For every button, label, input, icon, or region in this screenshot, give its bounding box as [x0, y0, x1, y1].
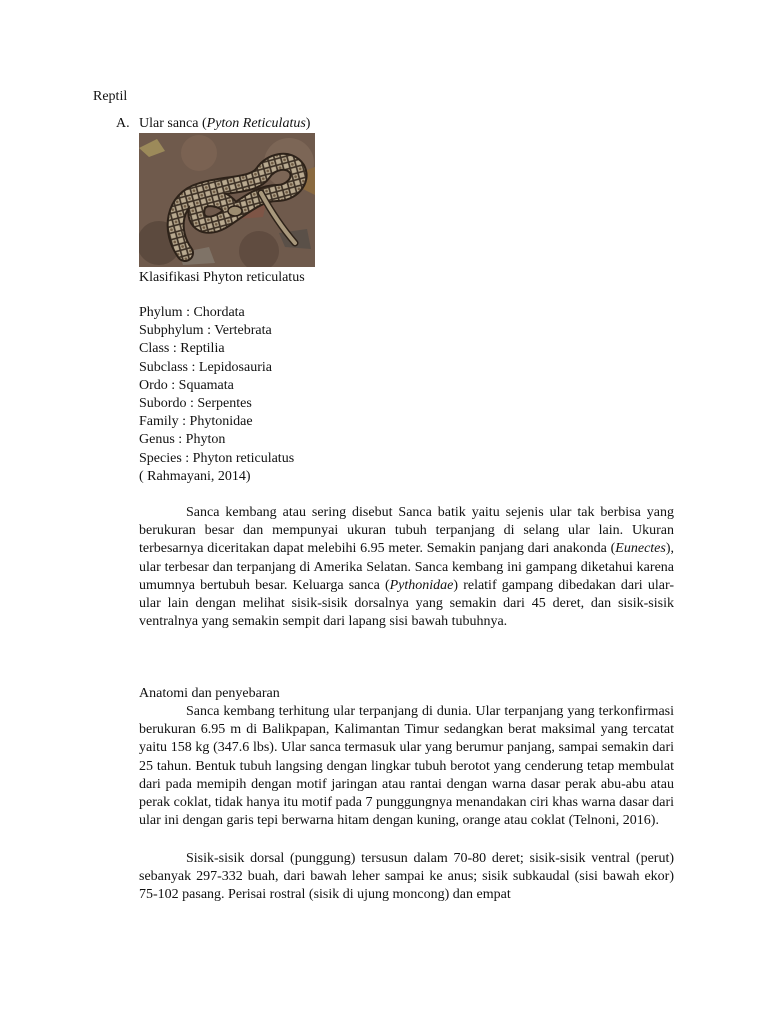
- para1-text-a: Sanca kembang atau sering disebut Sanca batik yaitu sejenis ular tak berbisa yang berukuran besar dan mempunyai ukuran tubuh terpanjang di selang ular lain. Ukuran terbesarnya diceritakan dapat melebihi 6.95 meter. Semakin panjang dari anakonda (: [139, 505, 674, 557]
- taxonomy-species: Species : Phyton reticulatus: [139, 450, 295, 466]
- paragraph-description: [139, 504, 674, 631]
- section-title: [139, 115, 310, 133]
- taxonomy-ordo: Ordo : Squamata: [139, 377, 234, 393]
- para1-text-c: ) relatif gampang dibedakan dari ular-ular lain dengan melihat sisik-sisik dorsalnya yang semakin dari 45 deret, dan sisik-sisik ventralnya yang semakin sempit dari lapang sisi bawah tubuhnya.: [139, 577, 674, 630]
- taxonomy-family: Family : Phytonidae: [139, 414, 253, 430]
- anatomy-heading: Anatomi dan penyebaran: [139, 686, 280, 701]
- section-title-prefix: Ular sanca (: [139, 116, 207, 131]
- classification-title: Klasifikasi Phyton reticulatus: [139, 270, 305, 285]
- taxonomy-list: [139, 304, 294, 486]
- paragraph-description-text: [139, 504, 674, 631]
- paragraph-anatomy-text: Sanca kembang terhitung ular terpanjang di dunia. Ular terpanjang yang terkonfirmasi berukuran 6.95 m di Balikpapan, Kalimantan Timur sedangkan berat maksimal yang tercatat yaitu 158 kg (347.6 lbs). Ular sanca termasuk ular yang berumur panjang, sampai semakin dari 25 tahun. Bentuk tubuh langsing dengan lingkar tubuh berotot yang cenderung tetap membulat dari pada memipih dengan motif jaringan atau rantai dengan warna dasar perak abu-abu atau perak coklat, tidak hanya itu motif pada 7 punggungnya menandakan ciri khas warna dasar dari ular ini dengan garis tepi berwarna hitam dengan kuning, orange atau coklat (Telnoni, 2016).: [139, 704, 674, 829]
- taxonomy-subordo: Subordo : Serpentes: [139, 395, 252, 411]
- genus-eunectes: Eunectes: [615, 541, 666, 557]
- para1-text-b: ), ular terbesar dan terpanjang di Amerika Selatan. Sanca kembang ini gampang diketahui karena umumnya bertubuh besar. Keluarga sanca (: [139, 541, 674, 593]
- list-marker: A.: [116, 116, 130, 131]
- family-pythonidae: Pythonidae: [389, 577, 454, 593]
- paragraph-scales-text: Sisik-sisik dorsal (punggung) tersusun dalam 70-80 deret; sisik-sisik ventral (perut) sebanyak 297-332 buah, dari bawah leher sampai ke anus; sisik subkaudal (sisi bawah ekor) 75-102 pasang. Perisai rostral (sisik di ujung moncong) dan empat: [139, 851, 674, 903]
- section-title-suffix: ): [305, 116, 311, 131]
- taxonomy-subclass: Subclass : Lepidosauria: [139, 359, 272, 375]
- python-photo-illustration: [139, 133, 315, 267]
- paragraph-anatomy: [139, 703, 674, 830]
- species-name: Pyton Reticulatus: [206, 116, 306, 131]
- taxonomy-subphylum: Subphylum : Vertebrata: [139, 323, 272, 339]
- taxonomy-phylum: Phylum : Chordata: [139, 305, 245, 320]
- paragraph-scales: [139, 850, 674, 905]
- taxonomy-genus: Genus : Phyton: [139, 432, 226, 448]
- python-photo: [139, 133, 315, 267]
- taxonomy-citation: ( Rahmayani, 2014): [139, 468, 251, 484]
- taxonomy-class: Class : Reptilia: [139, 341, 225, 357]
- page-heading: Reptil: [93, 89, 128, 104]
